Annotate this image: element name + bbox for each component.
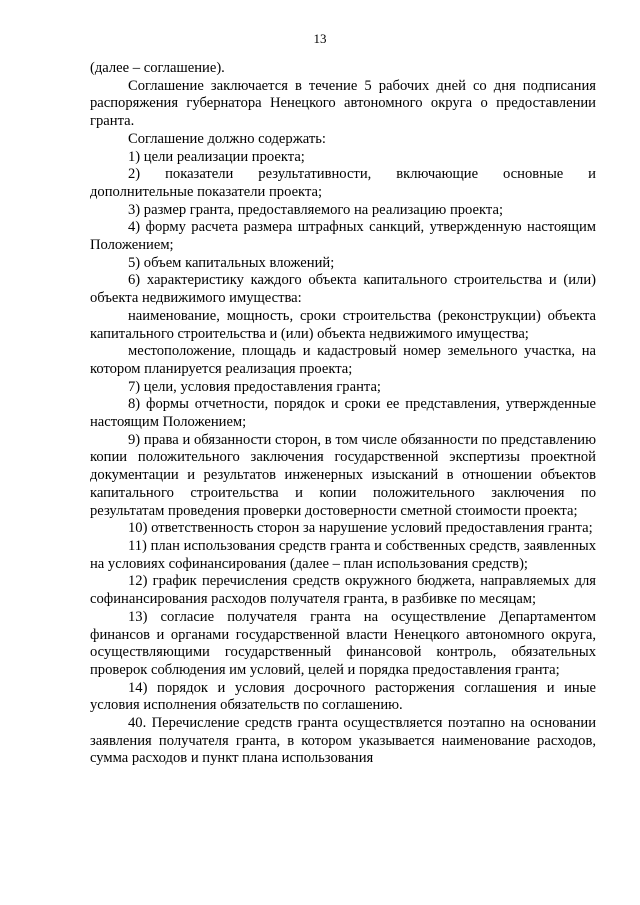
paragraph: наименование, мощность, сроки строительства (реконструкции) объекта капитального строительства и (или) объекта недвижимого имущества; (90, 307, 596, 342)
paragraph: 11) план использования средств гранта и собственных средств, заявленных на условиях софинансирования (далее – план использования средств); (90, 537, 596, 572)
paragraph: 4) форму расчета размера штрафных санкций, утвержденную настоящим Положением; (90, 219, 596, 254)
paragraph: 14) порядок и условия досрочного расторжения соглашения и иные условия исполнения обязательств по соглашению. (90, 679, 596, 714)
paragraph: 8) формы отчетности, порядок и сроки ее представления, утвержденные настоящим Положением; (90, 396, 596, 431)
paragraph: 7) цели, условия предоставления гранта; (128, 378, 381, 395)
paragraph: Соглашение должно содержать: (128, 130, 326, 147)
paragraph: местоположение, площадь и кадастровый номер земельного участка, на котором планируется реализация проекта; (90, 343, 596, 377)
paragraph: (далее – соглашение). (90, 60, 225, 76)
document-body (90, 60, 596, 768)
paragraph: 10) ответственность сторон за нарушение условий предоставления гранта; (128, 520, 593, 537)
paragraph: 12) график перечисления средств окружного бюджета, направляемых для софинансирования расходов получателя гранта, в разбивке по месяцам; (90, 573, 596, 608)
paragraph: 6) характеристику каждого объекта капитального строительства и (или) объекта недвижимого имущества: (90, 272, 596, 307)
paragraph: 3) размер гранта, предоставляемого на реализацию проекта; (128, 201, 503, 218)
page-number: 13 (313, 31, 327, 46)
paragraph: 13) согласие получателя гранта на осуществление Департаментом финансов и органами государственной власти Ненецкого автономного округа, осуществляющими государственный финансовой контроль, обязательных проверок соблюдения им условий, целей и порядка предоставления гранта; (90, 608, 596, 678)
paragraph: 2) показатели результативности, включающие основные и дополнительные показатели проекта; (90, 166, 596, 200)
paragraph: 5) объем капитальных вложений; (128, 254, 335, 271)
paragraph: 1) цели реализации проекта; (128, 148, 305, 165)
paragraph: Соглашение заключается в течение 5 рабочих дней со дня подписания распоряжения губернатора Ненецкого автономного округа о предоставлении гранта. (90, 77, 596, 130)
paragraph: 9) права и обязанности сторон, в том числе обязанности по представлению копии положительного заключения государственной экспертизы проектной документации и результатов инженерных изысканий в отношении объектов капитального строительства и копии положительного заключения по результатам проведения проверки достоверности сметной стоимости проекта; (90, 431, 596, 519)
paragraph: 40. Перечисление средств гранта осуществляется поэтапно на основании заявления получателя гранта, в котором указывается наименование расходов, сумма расходов и пункт плана использования (90, 715, 596, 767)
